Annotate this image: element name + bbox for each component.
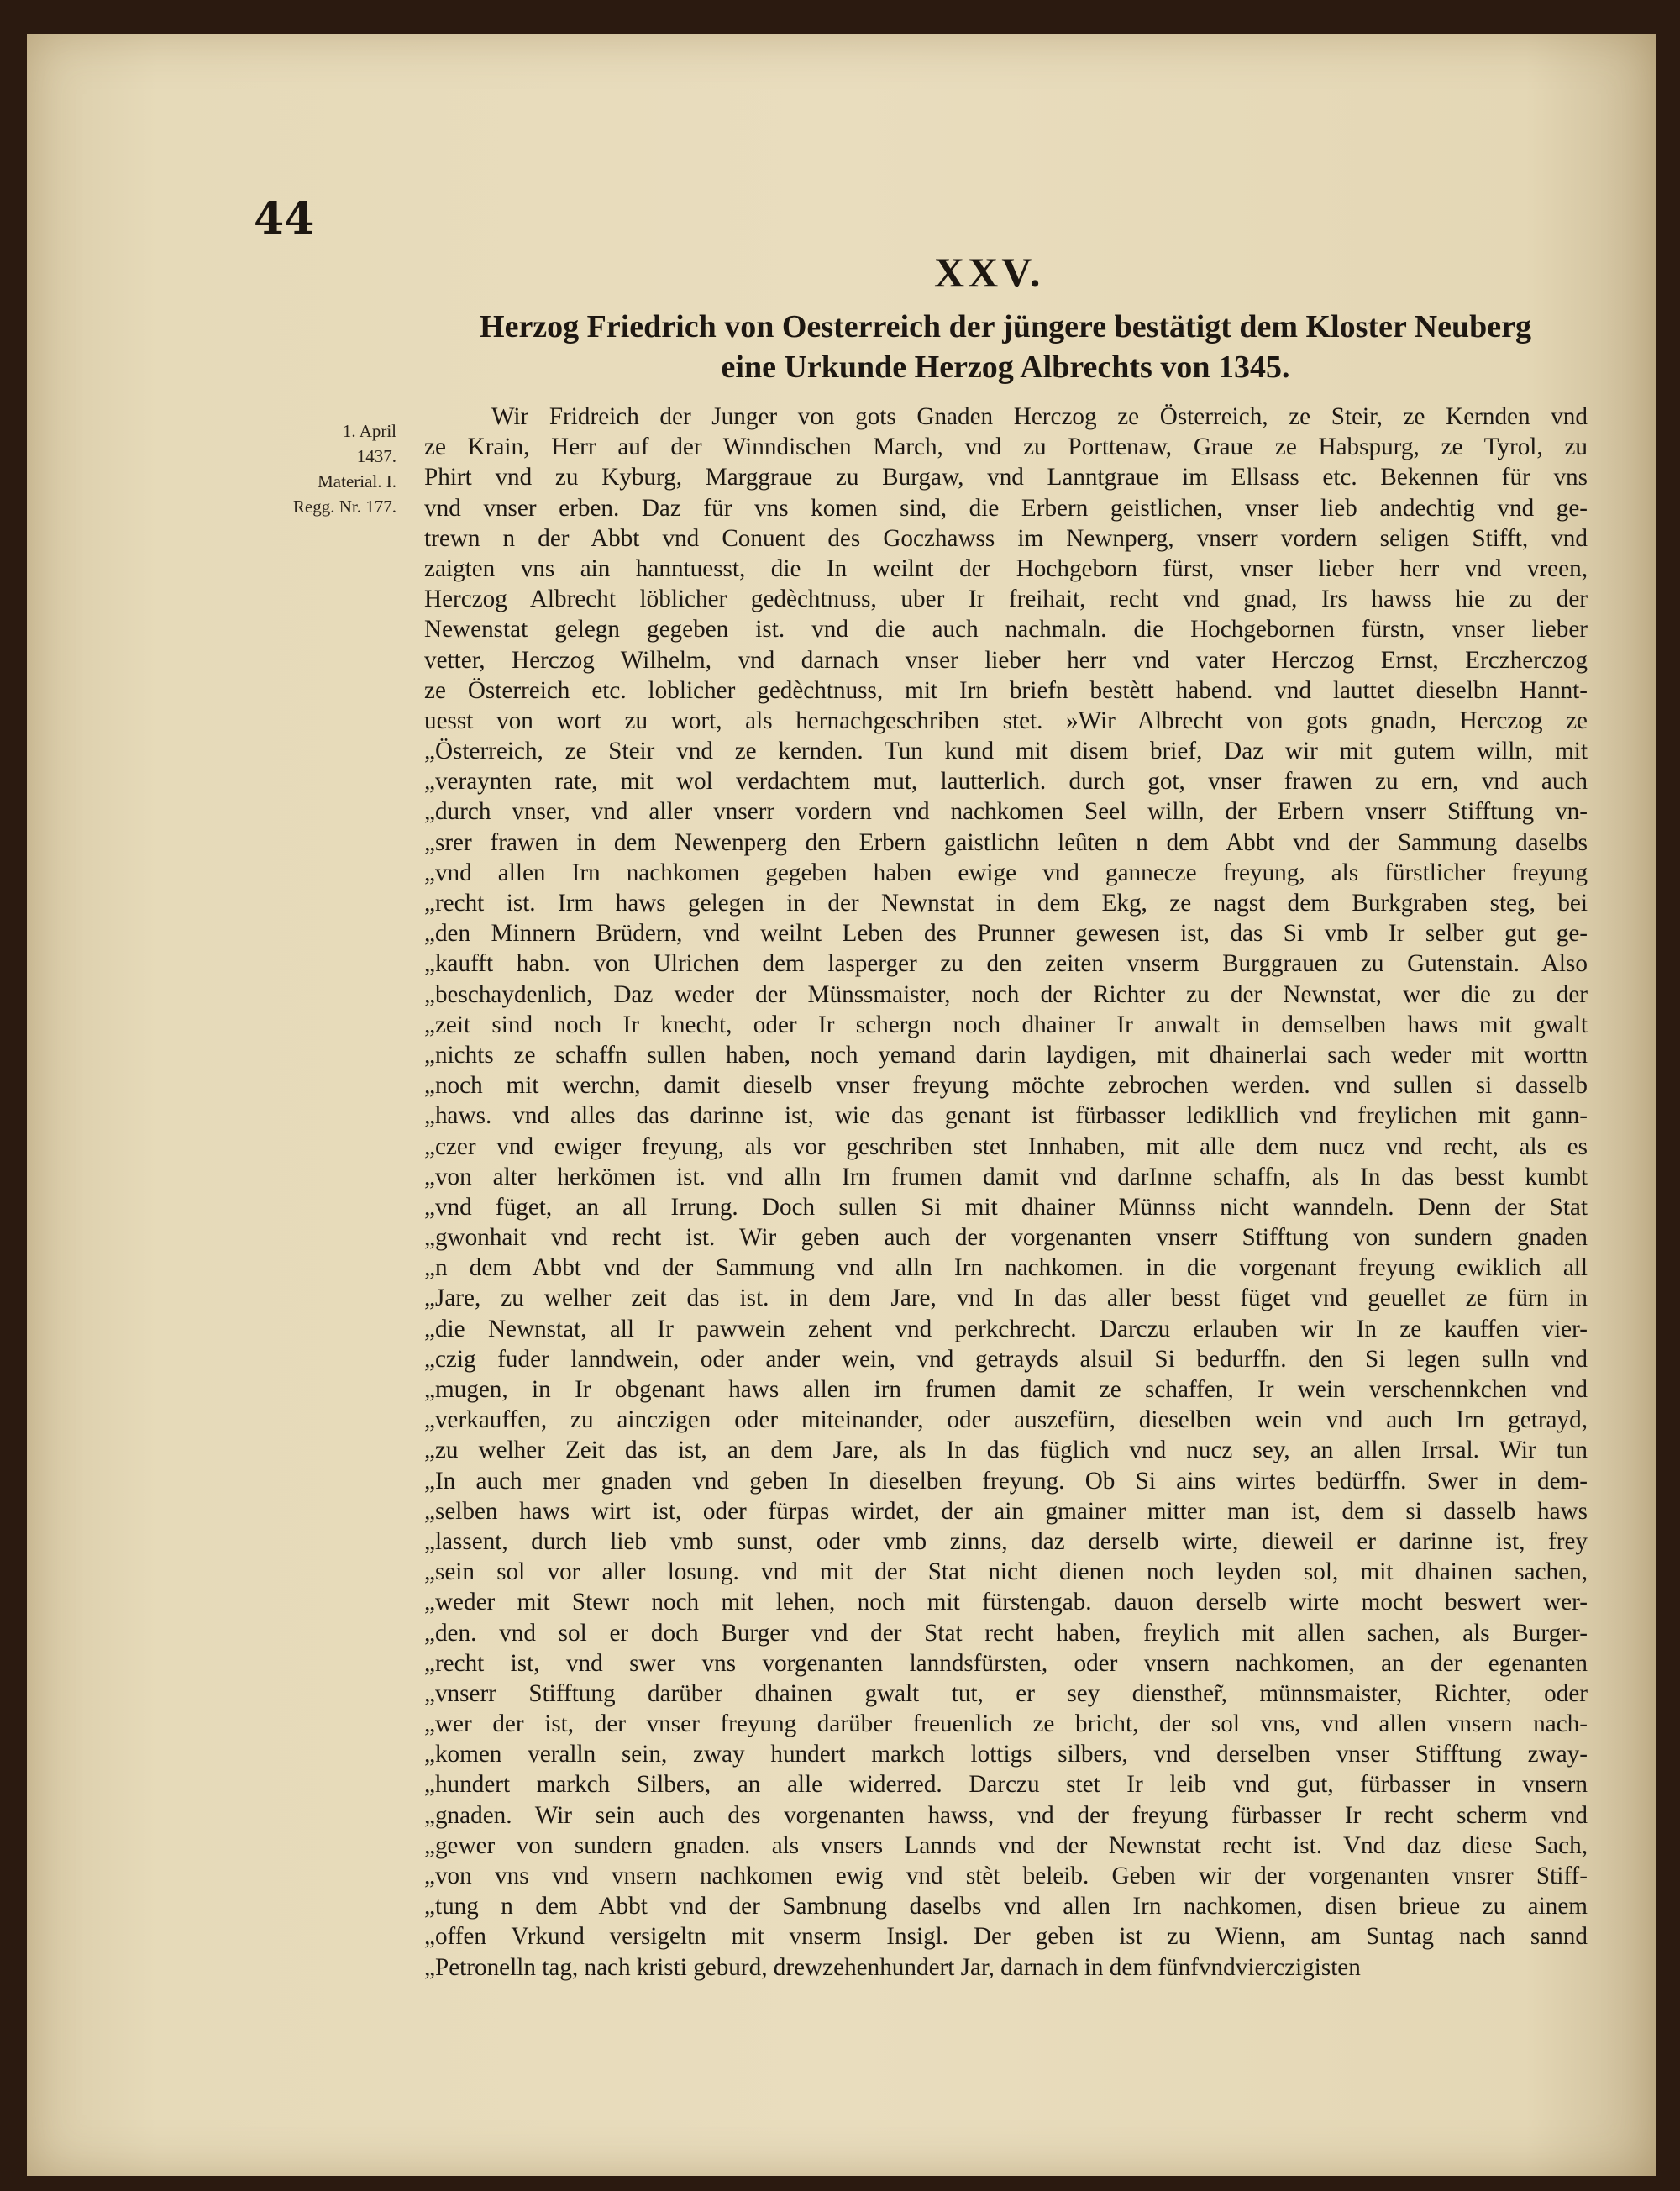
section-numeral: XXV. (934, 249, 1044, 296)
body-line: „Österreich, ze Steir vnd ze kernden. Tun kund mit disem brief, Daz wir mit gutem willn, mit (424, 738, 1588, 765)
margin-note-date: 1. April (342, 421, 396, 441)
margin-note-year: 1437. (356, 446, 396, 466)
document-page (27, 34, 1656, 2176)
body-line: „tung n dem Abbt vnd der Sambnung daselbs vnd allen Irn nachkomen, disen brieue zu ainem (424, 1893, 1588, 1920)
body-line: „weder mit Stewr noch mit lehen, noch mit fürstengab. dauon derselb wirte mocht beswert wer- (424, 1589, 1588, 1616)
body-line: „mugen, in Ir obgenant haws allen irn frumen damit ze schaffen, Ir wein verschennkchen vnd (424, 1376, 1588, 1403)
body-line: „gewer von sundern gnaden. als vnsers Lannds vnd der Newnstat recht ist. Vnd daz diese Sach, (424, 1831, 1588, 1859)
body-line: vnd vnser erben. Daz für vns komen sind, die Erbern geistlichen, vnser lieb andechtig vnd ge- (424, 494, 1588, 522)
body-line: „recht ist, vnd swer vns vorgenanten lanndsfürsten, oder vnsern nachkomen, an der egenanten (424, 1649, 1588, 1677)
body-line: uesst von wort zu wort, als hernachgeschriben stet. »Wir Albrecht von gots gnadn, Herczog ze (424, 707, 1588, 734)
body-line: „noch mit werchn, damit dieselb vnser freyung möchte zebrochen werden. vnd sullen si dasselb (424, 1072, 1588, 1100)
body-line: „lassent, durch lieb vmb sunst, oder vmb zinns, daz derselb wirte, dieweil er darinne ist, frey (424, 1527, 1588, 1555)
body-line: „czer vnd ewiger freyung, als vor geschriben stet Innhaben, mit alle dem nucz vnd recht, als es (424, 1132, 1588, 1160)
body-line: „Petronelln tag, nach kristi geburd, drewzehenhundert Jar, darnach in dem fünfvndvierczigisten (424, 1953, 1361, 1981)
body-line: ze Österreich etc. loblicher gedèchtnuss, mit Irn briefn bestètt habend. vnd lauttet dieselbn Hannt- (424, 676, 1588, 704)
body-line: „vnserr Stifftung darüber dhainen gwalt tut, er sey diensther̃, münnsmaister, Richter, oder (424, 1679, 1588, 1707)
body-line: „haws. vnd alles das darinne ist, wie das genant ist fürbasser ledikllich vnd freylichen mit gann- (424, 1102, 1588, 1130)
body-line: trewn n der Abbt vnd Conuent des Goczhawss im Newnperg, vnserr vordern seligen Stifft, vnd (424, 524, 1588, 552)
body-line: „nichts ze schaffn sullen haben, noch yemand darin laydigen, mit dhainerlai sach weder mit worttn (424, 1041, 1588, 1069)
body-line: ze Krain, Herr auf der Winndischen March, vnd zu Porttenaw, Graue ze Habspurg, ze Tyrol, zu (424, 433, 1588, 461)
body-line: „zu welher Zeit das ist, an dem Jare, als In das füglich vnd nucz sey, an allen Irrsal. Wir tun (424, 1437, 1588, 1464)
margin-note-source: Material. I. (318, 471, 396, 491)
document-body (424, 402, 1588, 1983)
body-line: „hundert markch Silbers, an alle widerred. Darczu stet Ir leib vnd gut, fürbasser in vnsern (424, 1771, 1588, 1799)
body-line: zaigten vns ain hanntuesst, die In weilnt der Hochgeborn fürst, vnser lieber herr vnd vreen, (424, 554, 1588, 582)
body-line: „beschaydenlich, Daz weder der Münssmaister, noch der Richter zu der Newnstat, wer die zu der (424, 980, 1588, 1008)
body-line: „komen veralln sein, zway hundert markch lottigs silbers, vnd derselben vnser Stifftung zway- (424, 1741, 1588, 1768)
body-line: „zeit sind noch Ir knecht, oder Ir schergn noch dhainer Ir anwalt in demselben haws mit gwalt (424, 1011, 1588, 1038)
body-line: Herczog Albrecht löblicher gedèchtnuss, uber Ir freihait, recht vnd gnad, Irs hawss hie zu der (424, 586, 1588, 613)
body-line: „srer frawen in dem Newenperg den Erbern gaistlichn leûten n dem Abbt vnd der Sammung daselbs (424, 828, 1588, 856)
body-line: Phirt vnd zu Kyburg, Marggraue zu Burgaw, vnd Lanntgraue im Ellsass etc. Bekennen für vns (424, 464, 1588, 491)
body-line: „offen Vrkund versigeltn mit vnserm Insigl. Der geben ist zu Wienn, am Suntag nach sannd (424, 1923, 1588, 1951)
body-line: „veraynten rate, mit wol verdachtem mut, lautterlich. durch got, vnser frawen zu ern, vnd auch (424, 768, 1588, 796)
page-number: 44 (254, 193, 315, 244)
document-title (422, 307, 1589, 387)
body-line: „die Newnstat, all Ir pawwein zehent vnd perkchrecht. Darczu erlauben wir In ze kauffen vier- (424, 1315, 1588, 1342)
body-line: „selben haws wirt ist, oder fürpas wirdet, der ain gmainer mitter man ist, dem si dasselb haws (424, 1497, 1588, 1525)
body-line: „von alter herkömen ist. vnd alln Irn frumen damit vnd darInne schaffn, als In das besst kumbt (424, 1163, 1588, 1190)
margin-note (279, 418, 396, 519)
body-line: „gnaden. Wir sein auch des vorgenanten hawss, vnd der freyung fürbasser Ir recht scherm vnd (424, 1801, 1588, 1829)
body-line: „den. vnd sol er doch Burger vnd der Stat recht haben, freylich mit allen sachen, als Burger- (424, 1619, 1588, 1647)
body-line: „Jare, zu welher zeit das ist. in dem Jare, vnd In das aller besst füget vnd geuellet ze fürn in (424, 1285, 1588, 1312)
body-line: „vnd füget, an all Irrung. Doch sullen Si mit dhainer Münnss nicht wanndeln. Denn der Stat (424, 1193, 1588, 1221)
body-line: „vnd allen Irn nachkomen gegeben haben ewige vnd gannecze freyung, als fürstlicher freyung (424, 859, 1588, 886)
body-line: „czig fuder lanndwein, oder ander wein, vnd getrayds alsuil Si bedurffn. den Si legen sulln vnd (424, 1345, 1588, 1373)
body-line: Newenstat gelegn gegeben ist. vnd die auch nachmaln. die Hochgebornen fürstn, vnser lieber (424, 616, 1588, 644)
body-line: „verkauffen, zu ainczigen oder miteinander, oder auszefürn, dieselben wein vnd auch Irn getrayd, (424, 1406, 1588, 1434)
body-line: „durch vnser, vnd aller vnserr vordern vnd nachkomen Seel willn, der Erbern vnserr Stifftung vn- (424, 798, 1588, 826)
body-line: „gwonhait vnd recht ist. Wir geben auch der vorgenanten vnserr Stifftung von sundern gnaden (424, 1224, 1588, 1252)
body-line: „n dem Abbt vnd der Sammung vnd alln Irn nachkomen. in die vorgenant freyung ewiklich all (424, 1254, 1588, 1282)
body-line: vetter, Herczog Wilhelm, vnd darnach vnser lieber herr vnd vater Herczog Ernst, Erczherczog (424, 646, 1588, 674)
body-line: Wir Fridreich der Junger von gots Gnaden Herczog ze Österreich, ze Steir, ze Kernden vnd (491, 403, 1588, 430)
title-line: Herzog Friedrich von Oesterreich der jüngere bestätigt dem Kloster Neuberg (480, 309, 1531, 344)
margin-note-register: Regg. Nr. 177. (292, 497, 396, 517)
body-line: „von vns vnd vnsern nachkomen ewig vnd stèt beleib. Geben wir der vorgenanten vnsrer Stiff- (424, 1863, 1588, 1889)
body-line: „sein sol vor aller losung. vnd mit der Stat nicht dienen noch leyden sol, mit dhainen sachen, (424, 1558, 1588, 1586)
body-line: „kaufft habn. von Ulrichen dem lasperger zu den zeiten vnserm Burggrauen zu Gutenstain. Also (424, 950, 1588, 978)
body-line: „recht ist. Irm haws gelegen in der Newnstat in dem Ekg, ze nagst dem Burkgraben steg, bei (424, 890, 1588, 917)
body-line: „In auch mer gnaden vnd geben In dieselben freyung. Ob Si ains wirtes bedürffn. Swer in dem- (424, 1467, 1588, 1495)
body-line: „den Minnern Brüdern, vnd weilnt Leben des Prunner gewesen ist, das Si vmb Ir selber gut ge- (424, 920, 1588, 948)
title-line: eine Urkunde Herzog Albrechts von 1345. (721, 349, 1290, 385)
body-line: „wer der ist, der vnser freyung darüber freuenlich ze bricht, der sol vns, vnd allen vnsern nach- (424, 1710, 1588, 1738)
